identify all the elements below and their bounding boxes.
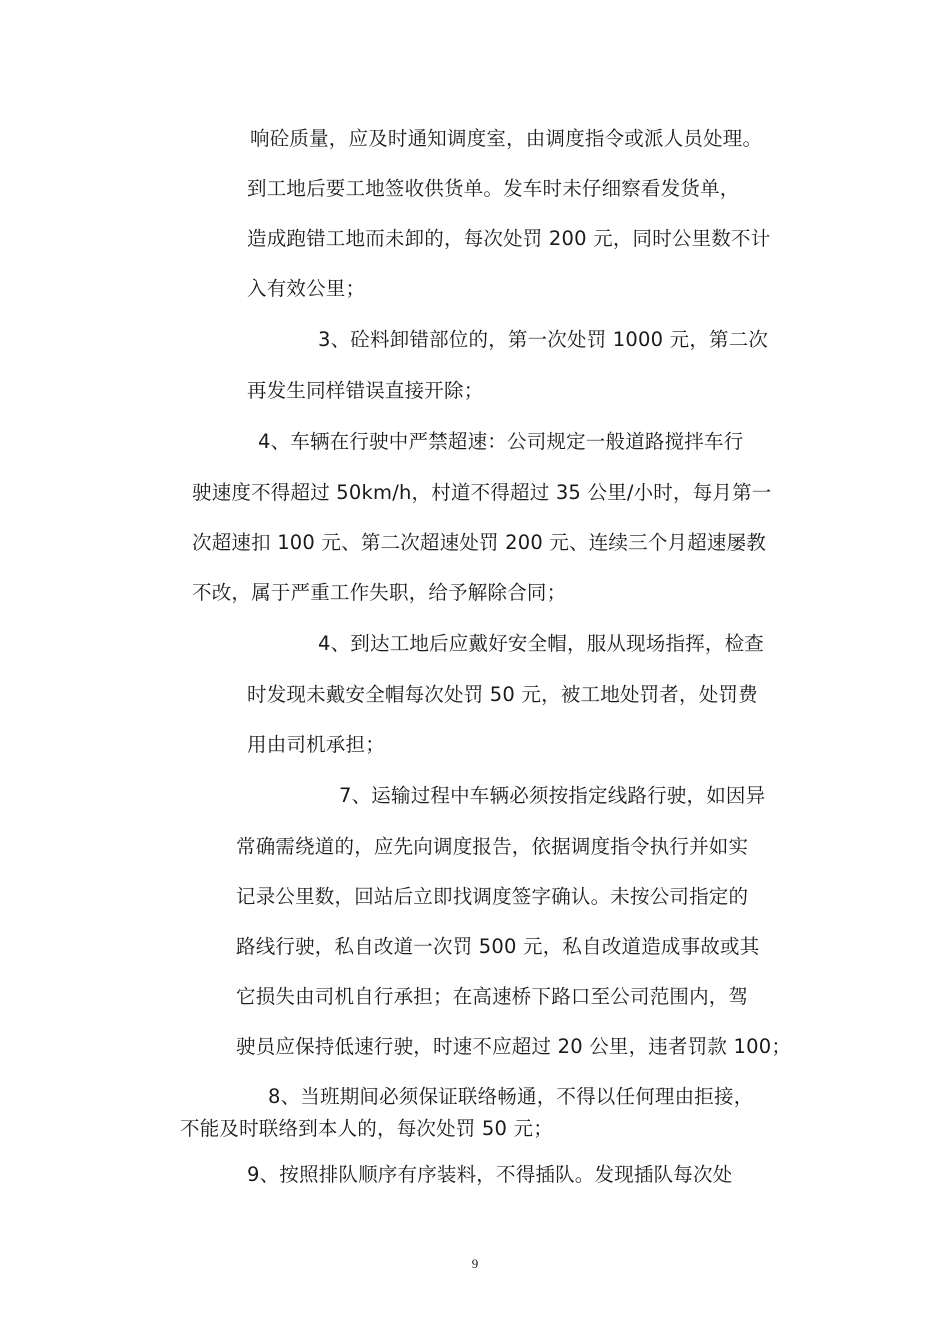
text-line: 次超速扣 100 元、第二次超速处罚 200 元、连续三个月超速屡教 (192, 531, 767, 554)
text-line: 不改，属于严重工作失职，给予解除合同； (192, 581, 567, 604)
text-line: 9、按照排队顺序有序装料，不得插队。发现插队每次处 (247, 1163, 733, 1186)
text-line: 驶员应保持低速行驶，时速不应超过 20 公里，违者罚款 100； (236, 1035, 792, 1058)
text-line: 响砼质量，应及时通知调度室，由调度指令或派人员处理。 (250, 127, 763, 150)
text-line: 常确需绕道的，应先向调度报告，依据调度指令执行并如实 (236, 835, 749, 858)
text-line: 4、到达工地后应戴好安全帽，服从现场指挥，检查 (318, 632, 765, 655)
text-line: 7、运输过程中车辆必须按指定线路行驶，如因异 (339, 784, 766, 807)
text-line: 记录公里数，回站后立即找调度签字确认。未按公司指定的 (236, 885, 749, 908)
text-line: 4、车辆在行驶中严禁超速：公司规定一般道路搅拌车行 (258, 430, 744, 453)
text-line: 用由司机承担； (247, 733, 385, 756)
text-line: 8、当班期间必须保证联络畅通，不得以任何理由拒接， (268, 1085, 754, 1108)
text-line: 驶速度不得超过 50km/h，村道不得超过 35 公里/小时，每月第一 (192, 481, 772, 504)
text-line: 路线行驶，私自改道一次罚 500 元，私自改道造成事故或其 (236, 935, 760, 958)
text-line: 不能及时联络到本人的，每次处罚 50 元； (180, 1117, 553, 1140)
text-line: 再发生同样错误直接开除； (247, 379, 484, 402)
text-line: 造成跑错工地而未卸的，每次处罚 200 元，同时公里数不计 (247, 227, 771, 250)
page-number: 9 (471, 1256, 479, 1271)
text-line: 3、砼料卸错部位的，第一次处罚 1000 元，第二次 (318, 328, 769, 351)
text-line: 入有效公里； (247, 277, 366, 300)
text-line: 它损失由司机自行承担；在高速桥下路口至公司范围内，驾 (236, 985, 749, 1008)
text-line: 到工地后要工地签收供货单。发车时未仔细察看发货单， (247, 177, 740, 200)
text-line: 时发现未戴安全帽每次处罚 50 元，被工地处罚者，处罚费 (247, 683, 758, 706)
